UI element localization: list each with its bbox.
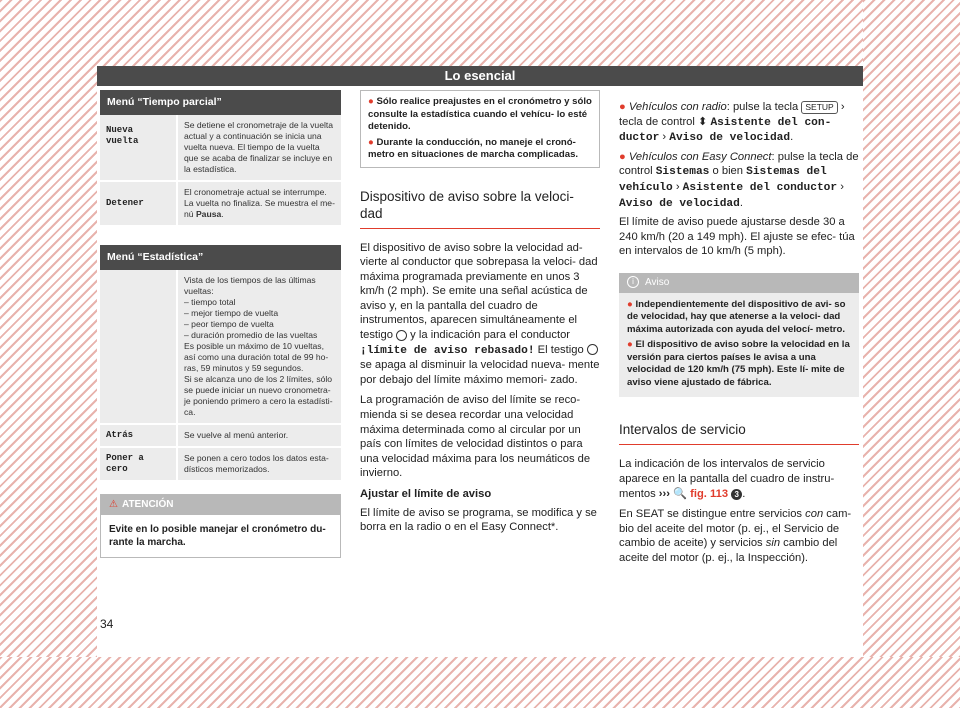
table-row xyxy=(100,181,341,226)
info-icon: i xyxy=(627,276,639,288)
speed-warning-indicator-icon xyxy=(587,344,598,355)
section-header: Lo esencial xyxy=(97,66,863,86)
bullet-text: El dispositivo de aviso sobre la velocidad en la versión para ciertos países le avisa a una velocidad de 120 km/h (75 mph). Este lí- mite de aviso viene ajustado de fábrica. xyxy=(627,339,850,388)
text-segment: : pulse la tecla de control xyxy=(619,150,859,178)
column-middle xyxy=(360,90,600,535)
speed-warning-indicator-icon xyxy=(396,330,407,341)
bullet-icon: ● xyxy=(368,136,377,148)
text-segment: El dispositivo de aviso sobre la velocidad ad- vierte al conductor que sobrepasa la veloci- dad máxima programada previamente en unos 3 km/h (2 mph). Se emite una señal acústica de aviso y, en la pantalla del cuadro de instrumentos, aparecen simultáneamente el testigo xyxy=(360,241,598,342)
menu-option: Aviso de velocidad xyxy=(619,197,740,210)
table-tiempo-parcial xyxy=(100,115,341,227)
setup-key-icon: SETUP xyxy=(801,101,837,114)
text-segment: La indicación de los intervalos de servicio aparece en la pantalla del cuadro de instru- mentos xyxy=(619,458,835,500)
text-segment: › tecla de control xyxy=(619,101,845,128)
stat-line: – duración promedio de las vueltas xyxy=(184,330,318,340)
table-value xyxy=(177,270,341,424)
text-segment: . xyxy=(790,131,794,144)
text-segment: › xyxy=(837,180,844,193)
stat-line: Es posible un máximo de 10 vueltas, así como una duración total de 99 ho- ras, 59 minutos y 59 segundos. xyxy=(184,341,329,373)
bullet-icon: ● xyxy=(368,96,377,107)
text-segment: En SEAT se distingue entre servicios xyxy=(619,508,806,521)
text-segment: El cronometraje actual se interrumpe. La vuelta no finaliza. Se muestra el me- nú xyxy=(184,187,335,219)
bullet-text: Independientemente del dispositivo de avi- so de velocidad, hay que atenerse a la veloci- dad máxima autorizada con ayuda del velocí- metro. xyxy=(627,298,846,335)
table-value: Se detiene el cronometraje de la vuelta actual y a continuación se inicia una vuelta nueva. El tiempo de la vuelta que se acaba de finalizar se incluye en la estadística. xyxy=(177,115,341,181)
menu-option: Asistente del con- ductor xyxy=(619,116,832,145)
warning-box xyxy=(100,494,341,558)
text-segment: › xyxy=(672,180,683,193)
stat-line: – peor tiempo de vuelta xyxy=(184,319,274,329)
bullet-icon: ● xyxy=(619,150,629,163)
bullet-icon: ● xyxy=(619,101,629,113)
table-value: Se vuelve al menú anterior. xyxy=(177,424,341,447)
warning-header xyxy=(101,495,340,515)
list-item xyxy=(619,150,859,211)
notice-header xyxy=(619,273,859,293)
text-italic: Vehículos con radio xyxy=(628,101,727,113)
text-segment: : pulse la tecla xyxy=(726,101,802,113)
figure-magnifier-icon: 🔍 xyxy=(673,487,688,500)
table-estadistica xyxy=(100,270,341,482)
list-item xyxy=(368,137,592,162)
table-value xyxy=(177,181,341,226)
paragraph: La programación de aviso del límite se reco- mienda si se desea recordar una velocidad máxima determinada como al circular por un país con límites de velocidad distintos o para una velocidad máxima para los neumáticos de invierno. xyxy=(360,394,591,480)
stat-line: Si se alcanza uno de los 2 límites, sólo se puede iniciar un nuevo cronometra- je poniendo primero a cero la estadísti- ca. xyxy=(184,374,333,417)
table-key xyxy=(100,270,177,424)
subheading-set-limit: Ajustar el límite de aviso xyxy=(360,488,492,500)
bullet-icon: ● xyxy=(627,298,636,310)
page-number: 34 xyxy=(100,617,114,631)
section-heading-speed-warning: Dispositivo de aviso sobre la veloci- dad xyxy=(360,188,600,229)
bullet-icon: ● xyxy=(627,339,636,351)
table-key: Atrás xyxy=(100,424,177,447)
table-row xyxy=(100,115,341,181)
menu-option: Asistente del conductor xyxy=(682,181,838,194)
table-key: Detener xyxy=(100,181,177,226)
text-segment: › xyxy=(659,131,670,144)
table-title-estadistica: Menú “Estadística” xyxy=(100,245,341,270)
section-heading-service-intervals: Intervalos de servicio xyxy=(619,421,859,445)
notice-box xyxy=(619,273,859,398)
paragraph xyxy=(360,241,600,388)
page-border-hatch-right xyxy=(863,0,960,708)
notice-label: Aviso xyxy=(645,276,670,288)
table-value: Se ponen a cero todos los datos esta- dísticos memorizados. xyxy=(177,447,341,481)
callout-number-badge: 3 xyxy=(731,489,742,500)
up-down-arrows-icon: ⬍ xyxy=(697,115,711,128)
column-left xyxy=(100,90,341,558)
bullet-text: Sólo realice preajustes en el cronómetro y sólo consulte la estadística cuando el vehícu- lo esté detenido. xyxy=(368,96,592,132)
text-segment: o bien xyxy=(709,165,747,178)
text-segment: . xyxy=(742,487,746,500)
text-segment: . xyxy=(739,196,743,209)
text-italic: sin xyxy=(765,537,781,550)
table-row xyxy=(100,424,341,447)
paragraph: El límite de aviso puede ajustarse desde 30 a 240 km/h (20 a 149 mph). El ajuste se efec- túa en intervalos de 10 km/h (5 mph). xyxy=(619,216,855,258)
warning-bullets-box xyxy=(360,90,600,168)
text-segment: cam- bio del aceite del motor (p. ej., el Servicio de cambio de aceite) y servicios xyxy=(619,508,852,550)
paragraph xyxy=(619,457,859,501)
list-item xyxy=(627,339,851,389)
figure-reference-link[interactable]: fig. 113 xyxy=(690,487,729,500)
warning-triangle-icon: ⚠ xyxy=(109,499,118,510)
text-italic: con xyxy=(805,508,824,521)
table-row xyxy=(100,447,341,481)
stat-line: – mejor tiempo de vuelta xyxy=(184,308,279,318)
text-segment: cambio del aceite del motor (p. ej., la Inspección). xyxy=(619,537,838,564)
menu-option: Sistemas del vehículo xyxy=(619,166,827,194)
table-key: Nueva vuelta xyxy=(100,115,177,181)
paragraph: El límite de aviso se programa, se modifica y se borra en la radio o en el Easy Connect*. xyxy=(360,506,597,534)
bullet-text: Durante la conducción, no maneje el cronó- metro en situaciones de marcha complicadas. xyxy=(368,136,579,160)
table-title-tiempo-parcial: Menú “Tiempo parcial” xyxy=(100,90,341,115)
text-italic: Vehículos con Easy Connect xyxy=(628,150,772,163)
page-border-hatch-left xyxy=(0,0,97,708)
table-key: Poner a cero xyxy=(100,447,177,481)
stat-line: – tiempo total xyxy=(184,297,236,307)
paragraph xyxy=(619,507,859,565)
warning-label: ATENCIÓN xyxy=(121,499,174,510)
menu-option: Sistemas xyxy=(655,166,710,179)
text-segment: se apaga al disminuir la velocidad nueva- mente por debajo del límite máximo memori- zado. xyxy=(360,359,600,386)
stat-line: Vista de los tiempos de las últimas vueltas: xyxy=(184,275,316,296)
display-message: ¡límite de aviso rebasado! xyxy=(360,344,535,357)
text-segment: y la indicación para el conductor xyxy=(407,329,571,342)
text-segment: . xyxy=(221,209,224,219)
reference-arrows-icon: ››› xyxy=(658,487,670,500)
notice-body xyxy=(619,293,859,398)
text-bold: Pausa xyxy=(195,209,222,219)
text-segment: El testigo xyxy=(534,343,587,356)
page-border-hatch-top xyxy=(0,0,960,66)
menu-option: Aviso de velocidad xyxy=(669,132,791,145)
list-item xyxy=(368,96,592,134)
column-right xyxy=(619,90,859,566)
list-item xyxy=(619,100,859,146)
table-row xyxy=(100,270,341,424)
warning-text: Evite en lo posible manejar el cronómetro du- rante la marcha. xyxy=(109,524,326,548)
list-item xyxy=(627,299,851,337)
page-border-hatch-bottom xyxy=(0,657,960,708)
